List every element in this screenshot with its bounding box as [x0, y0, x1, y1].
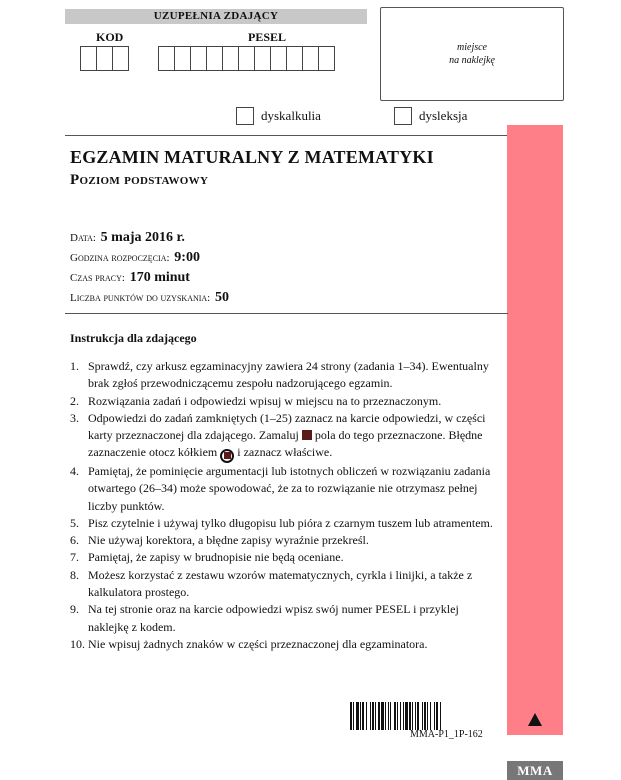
item-text: Pisz czytelnie i używaj tylko długopisu lub pióra z czarnym tuszem lub atramentem. [88, 515, 493, 530]
triangle-up-icon [528, 713, 542, 726]
item-number: 2. [70, 393, 79, 408]
item-number: 3. [70, 410, 79, 425]
item-text: Pamiętaj, że zapisy w brudnopisie nie będą oceniane. [88, 550, 344, 565]
accent-side-bar [507, 125, 563, 735]
pesel-box[interactable] [318, 46, 335, 71]
pesel-box[interactable] [206, 46, 223, 71]
pesel-box[interactable] [158, 46, 175, 71]
checkbox-box[interactable] [394, 107, 412, 125]
list-item [70, 636, 502, 653]
item-text: Nie wpisuj żadnych znaków w części przeznaczonej dla egzaminatora. [88, 636, 428, 651]
filled-square-icon [302, 430, 312, 440]
points-label: Liczba punktów do uzyskania: [70, 292, 211, 304]
item-number: 6. [70, 533, 79, 548]
item-number: 5. [70, 515, 79, 530]
list-item [70, 515, 502, 532]
pesel-label: PESEL [248, 30, 287, 44]
barcode-code: MMA-P1_1P-162 [410, 729, 483, 740]
pesel-box[interactable] [238, 46, 255, 71]
list-item [70, 393, 502, 410]
pesel-box[interactable] [190, 46, 207, 71]
pesel-box[interactable] [270, 46, 287, 71]
duration-label: Czas pracy: [70, 272, 125, 284]
pesel-box[interactable] [286, 46, 303, 71]
item-text: Sprawdź, czy arkusz egzaminacyjny zawiera 24 strony (zadania 1–34). Ewentualny brak zgłoś przewodniczącemu zespołu nadzorującego egzamin. [88, 359, 489, 391]
list-item [70, 567, 502, 602]
sticker-line-1: miejsce [457, 42, 487, 53]
exam-duration [70, 270, 190, 286]
instructions-list [70, 358, 502, 653]
divider [65, 313, 508, 314]
pesel-box[interactable] [254, 46, 271, 71]
item-text-c: i zaznacz właściwe. [237, 445, 333, 460]
item-text: Nie używaj korektora, a błędne zapisy wyraźnie przekreśl. [88, 533, 369, 548]
dysleksja-label: dysleksja [419, 108, 468, 123]
exam-points [70, 290, 229, 306]
list-item [70, 410, 502, 463]
sticker-line-2: na naklejkę [449, 55, 495, 66]
dyskalkulia-label: dyskalkulia [261, 108, 321, 123]
item-text: Pamiętaj, że pominięcie argumentacji lub istotnych obliczeń w rozwiązaniu zadania otwartego (26–34) może spowodować, że za to rozwiązanie nie otrzymasz pełnej liczby punktów. [88, 463, 491, 513]
points-value: 50 [215, 290, 229, 305]
mma-logo: MMA [507, 761, 563, 780]
pesel-box[interactable] [302, 46, 319, 71]
item-text-a: Odpowiedzi do zadań zamkniętych (1–25) zaznacz na karcie odpowiedzi, w części karty przeznaczonej dla zdającego. Zamaluj [88, 410, 486, 443]
list-item [70, 463, 502, 515]
date-value: 5 maja 2016 r. [100, 230, 185, 245]
exam-start-time [70, 250, 200, 266]
item-text: Możesz korzystać z zestawu wzorów matematycznych, cyrkla i linijki, a także z kalkulatora prostego. [88, 567, 473, 600]
list-item [70, 532, 502, 549]
item-number: 7. [70, 550, 79, 565]
list-item [70, 549, 502, 566]
start-value: 9:00 [174, 250, 200, 265]
date-label: Data: [70, 232, 96, 244]
barcode-icon [350, 702, 492, 730]
kod-input-boxes[interactable] [80, 46, 128, 71]
list-item [70, 358, 502, 393]
start-label: Godzina rozpoczęcia: [70, 252, 170, 264]
item-text [88, 410, 502, 463]
item-number: 4. [70, 463, 79, 478]
kod-box[interactable] [112, 46, 129, 71]
kod-box[interactable] [80, 46, 97, 71]
item-text: Na tej stronie oraz na karcie odpowiedzi wpisz swój numer PESEL i przyklej naklejkę z kodem. [88, 602, 459, 634]
checkbox-box[interactable] [236, 107, 254, 125]
sticker-placeholder [380, 7, 564, 101]
circled-square-icon [220, 449, 234, 463]
dyskalkulia-checkbox[interactable] [236, 107, 321, 125]
exam-level: Poziom podstawowy [70, 172, 209, 188]
fill-by-examinee-header: UZUPEŁNIA ZDAJĄCY [65, 9, 367, 24]
instructions-heading: Instrukcja dla zdającego [70, 331, 197, 345]
pesel-input-boxes[interactable] [158, 46, 334, 71]
item-number: 9. [70, 602, 79, 617]
item-number: 1. [70, 359, 79, 373]
pesel-box[interactable] [174, 46, 191, 71]
divider [65, 135, 508, 136]
pesel-box[interactable] [222, 46, 239, 71]
duration-value: 170 minut [129, 270, 190, 285]
item-number: 10. [70, 636, 85, 651]
item-text-b: pola do tego przeznaczone. Błędne zaznaczenie otocz kółkiem [88, 428, 483, 460]
exam-title: EGZAMIN MATURALNY Z MATEMATYKI [70, 147, 434, 167]
item-number: 8. [70, 567, 79, 582]
kod-box[interactable] [96, 46, 113, 71]
list-item [70, 601, 502, 636]
kod-label: KOD [96, 30, 124, 44]
exam-date [70, 230, 185, 246]
dysleksja-checkbox[interactable] [394, 107, 467, 125]
item-text: Rozwiązania zadań i odpowiedzi wpisuj w miejscu na to przeznaczonym. [88, 393, 442, 408]
